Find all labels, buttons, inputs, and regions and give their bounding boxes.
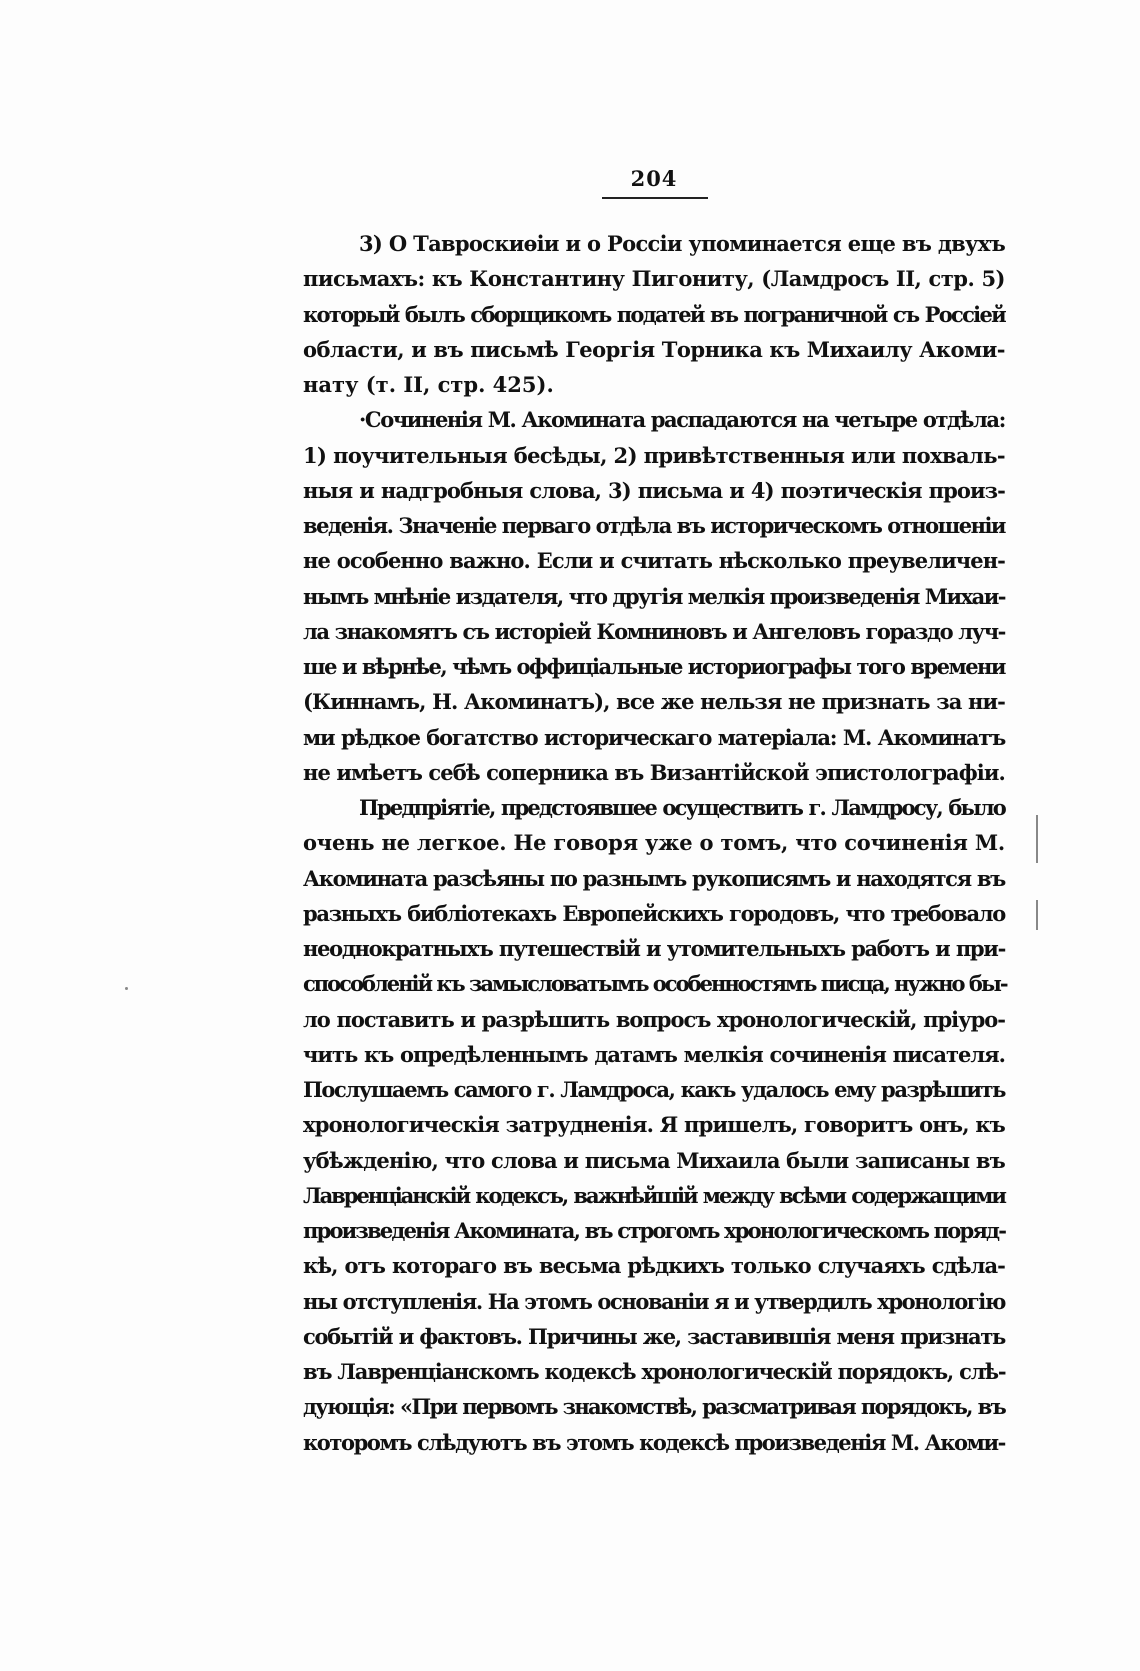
text-line: дующія: «При первомъ знакомствѣ, разсматривая порядокъ, въ: [303, 1394, 1005, 1420]
text-line: убѣжденію, что слова и письма Михаила были записаны въ: [303, 1147, 1005, 1173]
text-line: (Киннамъ, Н. Акоминатъ), все же нельзя не признать за ни-: [303, 689, 1005, 715]
text-line: не имѣетъ себѣ соперника въ Византійской эпистолографіи.: [303, 759, 1005, 785]
text-line: ше и вѣрнѣе, чѣмъ оффиціальные историографы того времени: [303, 654, 1005, 679]
text-line: способленій къ замысловатымъ особенностямъ писца, нужно бы-: [303, 971, 1007, 997]
text-line: которомъ слѣдуютъ въ этомъ кодексѣ произведенія М. Акоми-: [303, 1429, 1005, 1455]
scan-artifact-dot: [125, 987, 128, 990]
text-line: ла знакомятъ съ исторіей Комниновъ и Ангеловъ гораздо луч-: [303, 618, 1005, 644]
text-line: событій и фактовъ. Причины же, заставившія меня признать: [303, 1323, 1005, 1349]
text-line: ми рѣдкое богатство историческаго матеріала: М. Акоминатъ: [303, 724, 1005, 750]
text-line: Предпріятіе, предстоявшее осуществить г. Ламдросу, было: [359, 795, 1005, 820]
text-line: неоднократныхъ путешествій и утомительныхъ работъ и при-: [303, 936, 1005, 961]
body-text: [303, 226, 1005, 1460]
text-line: ны отступленія. На этомъ основаніи я и утвердилъ хронологію: [303, 1288, 1005, 1314]
text-line: хронологическія затрудненія. Я пришелъ, говоритъ онъ, къ: [303, 1112, 1005, 1138]
page-number-rule: [602, 197, 708, 199]
text-line: веденія. Значеніе перваго отдѣла въ историческомъ отношеніи: [303, 513, 1005, 538]
text-line: разныхъ библіотекахъ Европейскихъ городовъ, что требовало: [303, 900, 1005, 926]
text-line: Акомината разсѣяны по разнымъ рукописямъ и находятся въ: [303, 865, 1005, 891]
text-line: произведенія Акомината, въ строгомъ хронологическомъ поряд-: [303, 1218, 1006, 1243]
text-line: Лавренціанскій кодексъ, важнѣйшій между всѣми содержащими: [303, 1182, 1005, 1208]
text-line: кѣ, отъ котораго въ весьма рѣдкихъ только случаяхъ сдѣла-: [303, 1253, 1005, 1279]
scan-artifact-mark: [1036, 815, 1038, 863]
text-line: который былъ сборщикомъ податей въ пограничной съ Россіей: [303, 301, 1005, 327]
text-line: Послушаемъ самого г. Ламдроса, какъ удалось ему разрѣшить: [303, 1077, 1005, 1102]
text-line: не особенно важно. Если и считать нѣсколько преувеличен-: [303, 548, 1005, 574]
text-line: области, и въ письмѣ Георгія Торника къ Михаилу Акоми-: [303, 336, 1005, 362]
page-number: 204: [630, 166, 678, 191]
text-line: чить къ опредѣленнымъ датамъ мелкія сочиненія писателя.: [303, 1041, 1005, 1067]
text-line: ныя и надгробныя слова, 3) письма и 4) поэтическія произ-: [303, 477, 1005, 503]
text-line: очень не легкое. Не говоря уже о томъ, что сочиненія М.: [303, 830, 1005, 856]
text-line: нымъ мнѣніе издателя, что другія мелкія произведенія Михаи-: [303, 583, 1005, 609]
text-line: нату (т. II, стр. 425).: [303, 372, 554, 397]
text-line: ·Сочиненія М. Акомината распадаются на четыре отдѣла:: [359, 407, 1005, 433]
text-line: 3) О Тавроскиѳіи и о Россіи упоминается еще въ двухъ: [359, 231, 1005, 256]
text-line: ло поставить и разрѣшить вопросъ хронологическій, пріуро-: [303, 1006, 1005, 1032]
text-line: 1) поучительныя бесѣды, 2) привѣтственныя или похваль-: [303, 442, 1005, 468]
text-line: въ Лавренціанскомъ кодексѣ хронологическій порядокъ, слѣ-: [303, 1359, 1006, 1384]
text-line: письмахъ: къ Константину Пигониту, (Ламдросъ II, стр. 5): [303, 266, 1005, 292]
scan-artifact-mark: [1036, 900, 1038, 930]
